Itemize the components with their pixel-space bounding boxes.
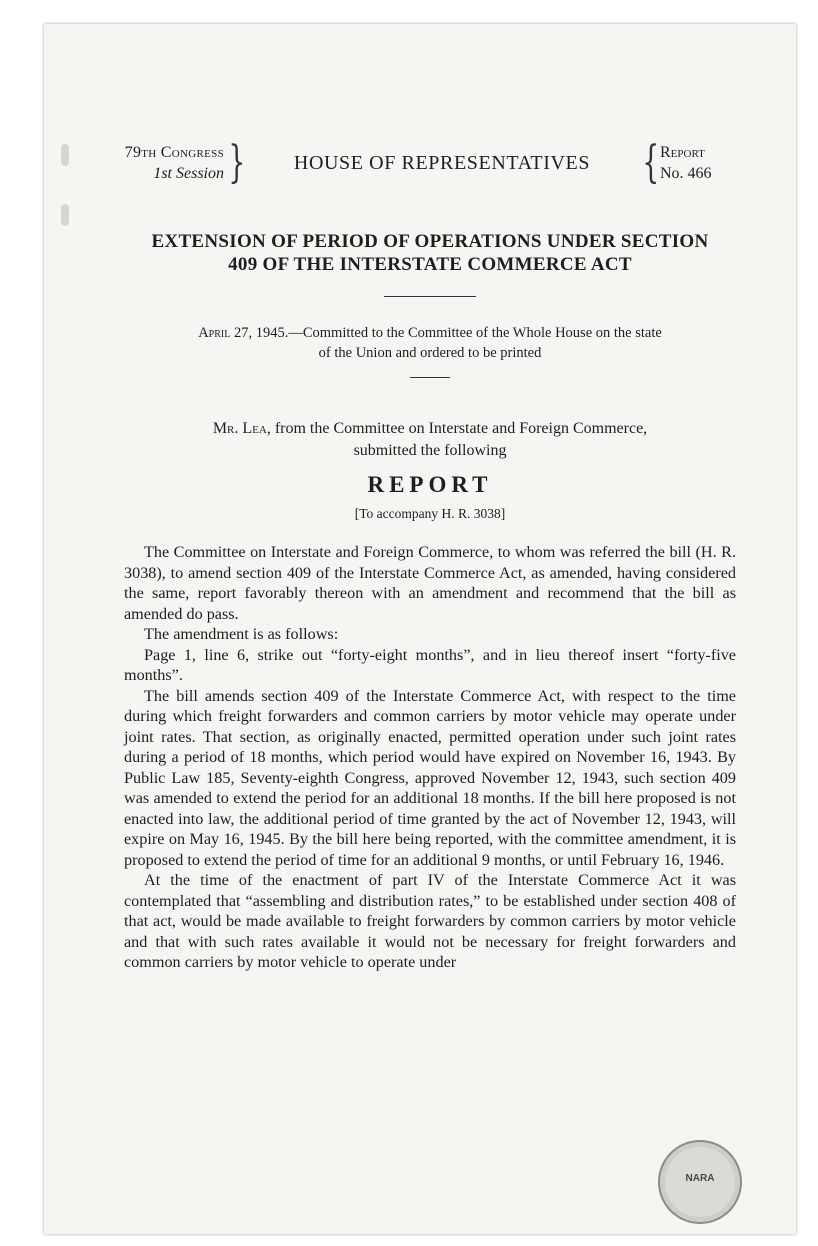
paragraph-bill-explanation: The bill amends section 409 of the Interstate Commerce Act, with respect to the time during which freight forwarders and common carriers by motor vehicle may operate under joint rates. That section, as originally enacted, permitted operation under such joint rates during a period of 18 months, which period would have expired on November 16, 1943. By Public Law 185, Seventy-eighth Congress, approved November 12, 1943, such section 409 was amended to extend the period for an additional 18 months. If the bill here proposed is not enacted into law, the additional period of time granted by the act of November 12, 1943, will expire on May 16, 1945. By the bill here being reported, with the committee amendment, it is proposed to extend the period of time for an additional 9 months, or until February 16, 1946.	[124, 686, 736, 869]
punch-hole-mark	[61, 204, 69, 226]
submission-statement	[124, 418, 736, 462]
punch-hole-mark	[61, 144, 69, 166]
chamber-title: HOUSE OF REPRESENTATIVES	[293, 151, 591, 174]
document-page	[44, 24, 796, 1234]
paragraph-referral: The Committee on Interstate and Foreign Commerce, to whom was referred the bill (H. R. 3038), to amend section 409 of the Interstate Commerce Act, as amended, having considered the same, report favorably thereon with an amendment and recommend that the bill as amended do pass.	[124, 543, 736, 623]
report-number-block	[660, 142, 740, 184]
report-number: No. 466	[660, 165, 712, 182]
report-body	[124, 542, 736, 973]
report-heading: REPORT	[367, 472, 493, 497]
committal-text-1: —Committed to the Committee of the Whole House on the state	[288, 325, 662, 341]
divider-rule-short	[410, 377, 450, 378]
submission-line-2: submitted the following	[353, 442, 507, 459]
title-line-1: EXTENSION OF PERIOD OF OPERATIONS UNDER SECTION	[151, 231, 709, 252]
title-line-2: 409 OF THE INTERSTATE COMMERCE ACT	[228, 254, 632, 275]
committal-text-2: of the Union and ordered to be printed	[318, 345, 542, 361]
session-number: 1st Session	[153, 165, 224, 182]
divider-rule	[384, 296, 476, 297]
congress-number: 79th Congress	[124, 144, 224, 161]
document-title	[124, 230, 736, 276]
paragraph-history: At the time of the enactment of part IV of the Interstate Commerce Act it was contemplated that “assembling and distribution rates,” to be established under section 408 of that act, would be made available to freight forwarders by common carriers by motor vehicle and that with such rates available it would not be necessary for freight forwarders and common carriers by motor vehicle to operate under	[124, 871, 736, 971]
document-content	[124, 136, 736, 973]
report-label: Report	[660, 144, 705, 161]
right-brace-icon: }	[228, 137, 246, 188]
congress-session	[120, 142, 224, 184]
stamp-text: NARA	[685, 1173, 715, 1184]
submission-line-1: from the Committee on Interstate and Foreign Commerce,	[270, 420, 648, 437]
paragraph-amendment-intro: The amendment is as follows:	[144, 625, 339, 643]
committal-notice	[124, 323, 736, 363]
library-stamp	[658, 1140, 742, 1224]
committal-date: April 27, 1945.	[198, 325, 289, 341]
accompany-bill: [To accompany H. R. 3038]	[354, 506, 506, 521]
paragraph-amendment-text: Page 1, line 6, strike out “forty-eight months”, and in lieu thereof insert “forty-five months”.	[124, 645, 736, 684]
report-header	[120, 136, 740, 190]
member-name: Mr. Lea,	[212, 420, 271, 437]
left-brace-icon: {	[642, 137, 660, 188]
